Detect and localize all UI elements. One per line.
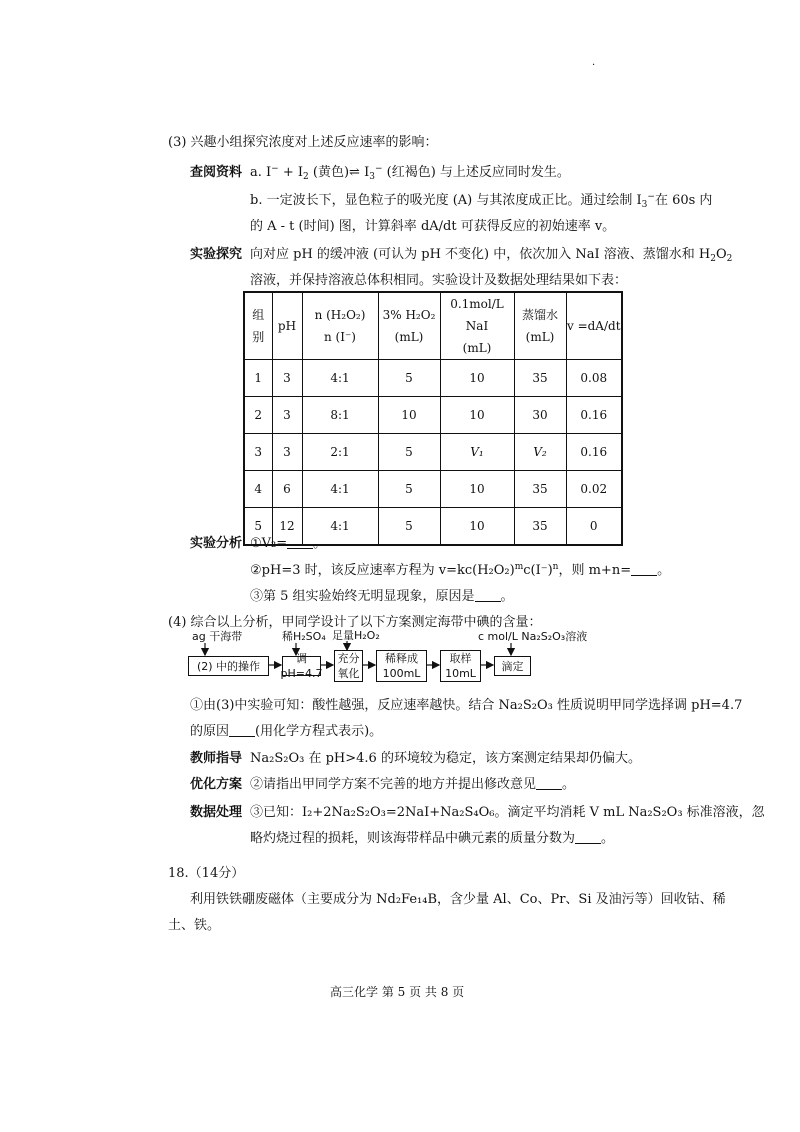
- flow-step-prior-operation: (2) 中的操作: [188, 656, 269, 676]
- header-cell-ph: pH: [272, 292, 302, 360]
- optimize-text: ②请指出甲同学方案不完善的地方并提出修改意见 。: [250, 777, 576, 792]
- table-cell: 4:1: [302, 471, 378, 508]
- table-cell: V₂: [514, 434, 566, 471]
- answer-blank[interactable]: [536, 777, 562, 790]
- table-cell: 10: [440, 360, 514, 397]
- table-cell: 0.16: [566, 397, 622, 434]
- analysis-3: ③第 5 组实验始终无明显现象，原因是 。: [250, 589, 514, 604]
- table-cell: 4:1: [302, 360, 378, 397]
- exp-line2: 溶液，并保持溶液总体积相同。实验设计及数据处理结果如下表：: [250, 273, 628, 288]
- header-cell-h2o2: 3% H₂O₂ (mL): [378, 292, 440, 360]
- table-cell: 5: [244, 508, 272, 546]
- teacher-text: Na₂S₂O₃ 在 pH>4.6 的环境较为稳定，该方案测定结果却仍偏大。: [250, 751, 641, 766]
- data-line1: ③已知：I₂+2Na₂S₂O₃=2NaI+Na₂S₄O₆。滴定平均消耗 V mL Na₂S₂O₃ 标准溶液，忽: [250, 805, 765, 820]
- table-cell: 35: [514, 508, 566, 546]
- table-cell: 0.08: [566, 360, 622, 397]
- q18-line2: 土、铁。: [168, 918, 221, 933]
- table-cell: 1: [244, 360, 272, 397]
- flow-label-titrant: c mol/L Na₂S₂O₃溶液: [478, 630, 588, 643]
- table-cell: 10: [440, 471, 514, 508]
- table-cell: 35: [514, 471, 566, 508]
- table-cell: 6: [272, 471, 302, 508]
- ref-b-line2: 的 A - t (时间) 图，计算斜率 dA/dt 可获得反应的初始速率 v。: [250, 219, 616, 234]
- header-cell-ratio: n (H₂O₂) n (I⁻): [302, 292, 378, 360]
- header-cell-water: 蒸馏水 (mL): [514, 292, 566, 360]
- q4-intro: (4) 综合以上分析，甲同学设计了以下方案测定海带中碘的含量：: [168, 615, 542, 630]
- table-cell: 12: [272, 508, 302, 546]
- flow-step-titrate: 滴定: [494, 656, 531, 676]
- analysis-1: ①V₂= 。: [250, 536, 327, 551]
- q3-intro: (3) 兴趣小组探究浓度对上述反应速率的影响：: [168, 135, 438, 150]
- table-cell: 35: [514, 360, 566, 397]
- flow-step-sample: [440, 650, 481, 682]
- table-cell: 5: [378, 471, 440, 508]
- flow-step-dilute: [376, 650, 427, 682]
- table-cell: 2: [244, 397, 272, 434]
- answer-blank[interactable]: [229, 724, 255, 737]
- analysis-heading: 实验分析: [190, 536, 243, 551]
- header-cell-group: 组 别: [244, 292, 272, 360]
- flow-step-oxidize: [334, 650, 363, 682]
- table-cell: 4: [244, 471, 272, 508]
- table-cell: 0.16: [566, 434, 622, 471]
- table-cell: 3: [272, 360, 302, 397]
- table-cell: 0: [566, 508, 622, 546]
- q4-part1-line2: 的原因 (用化学方程式表示)。: [190, 724, 383, 739]
- table-cell: 8:1: [302, 397, 378, 434]
- analysis-2: ②pH=3 时，该反应速率方程为 $v=kc(H_2O_2)^mc(I^-)^n$，则 m+n= 。: [250, 562, 671, 578]
- data-heading: 数据处理: [190, 805, 243, 820]
- flow-text: 稀释成 100mL: [382, 652, 421, 680]
- ref-b-line1: b. 一定波长下，显色粒子的吸光度 (A) 与其浓度成正比。通过绘制 $I_3^-$在 60s 内: [250, 192, 713, 210]
- flow-text: 取样 10mL: [445, 652, 476, 680]
- flow-label-seaweed: ag 干海带: [192, 630, 243, 643]
- table-cell: 4:1: [302, 508, 378, 546]
- exp-line1: 向对应 pH 的缓冲液 (可认为 pH 不变化) 中，依次加入 NaI 溶液、蒸馏水和 $H_2O_2$: [250, 247, 733, 264]
- ref-a: a. $I^- + I_2$ (黄色)⇌ $I_3^-$ (红褐色) 与上述反应同时发生。: [250, 164, 570, 182]
- table-cell: 2:1: [302, 434, 378, 471]
- table-cell: 0.02: [566, 471, 622, 508]
- header-cell-nai: 0.1mol/L NaI (mL): [440, 292, 514, 360]
- table-cell: 5: [378, 508, 440, 546]
- q18-number: 18.（14分）: [168, 866, 245, 881]
- table-cell: 3: [272, 434, 302, 471]
- table-cell: 5: [378, 360, 440, 397]
- corner-mark: ·: [592, 60, 596, 71]
- data-line2: 略灼烧过程的损耗，则该海带样品中碘元素的质量分数为 。: [250, 831, 615, 846]
- answer-blank[interactable]: [575, 831, 601, 844]
- table-cell: 3: [272, 397, 302, 434]
- header-cell-rate: v =dA/dt: [566, 292, 622, 360]
- table-cell: 10: [440, 397, 514, 434]
- flow-label-peroxide: 足量H₂O₂: [332, 629, 380, 642]
- table-cell: 5: [378, 434, 440, 471]
- flow-step-adjust-ph: 调pH=4.7: [280, 652, 323, 680]
- table-cell: V₁: [440, 434, 514, 471]
- exp-heading: 实验探究: [190, 247, 243, 262]
- flow-label-acid: 稀H₂SO₄: [282, 630, 326, 643]
- table-cell: 30: [514, 397, 566, 434]
- table-cell: 10: [378, 397, 440, 434]
- teacher-heading: 教师指导: [190, 751, 243, 766]
- q4-part1-line1: ①由(3)中实验可知：酸性越强，反应速率越快。结合 Na₂S₂O₃ 性质说明甲同学选择调 pH=4.7: [190, 698, 743, 713]
- flow-text: 充分 氧化: [337, 652, 360, 680]
- page-footer: 高三化学 第 5 页 共 8 页: [330, 985, 465, 999]
- q18-line1: 利用铁铁硼废磁体（主要成分为 Nd₂Fe₁₄B，含少量 Al、Co、Pr、Si 及油污等）回收钴、稀: [190, 892, 726, 907]
- table-cell: 3: [244, 434, 272, 471]
- ref-heading: 查阅资料: [190, 165, 243, 180]
- optimize-heading: 优化方案: [190, 777, 243, 792]
- table-cell: 10: [440, 508, 514, 546]
